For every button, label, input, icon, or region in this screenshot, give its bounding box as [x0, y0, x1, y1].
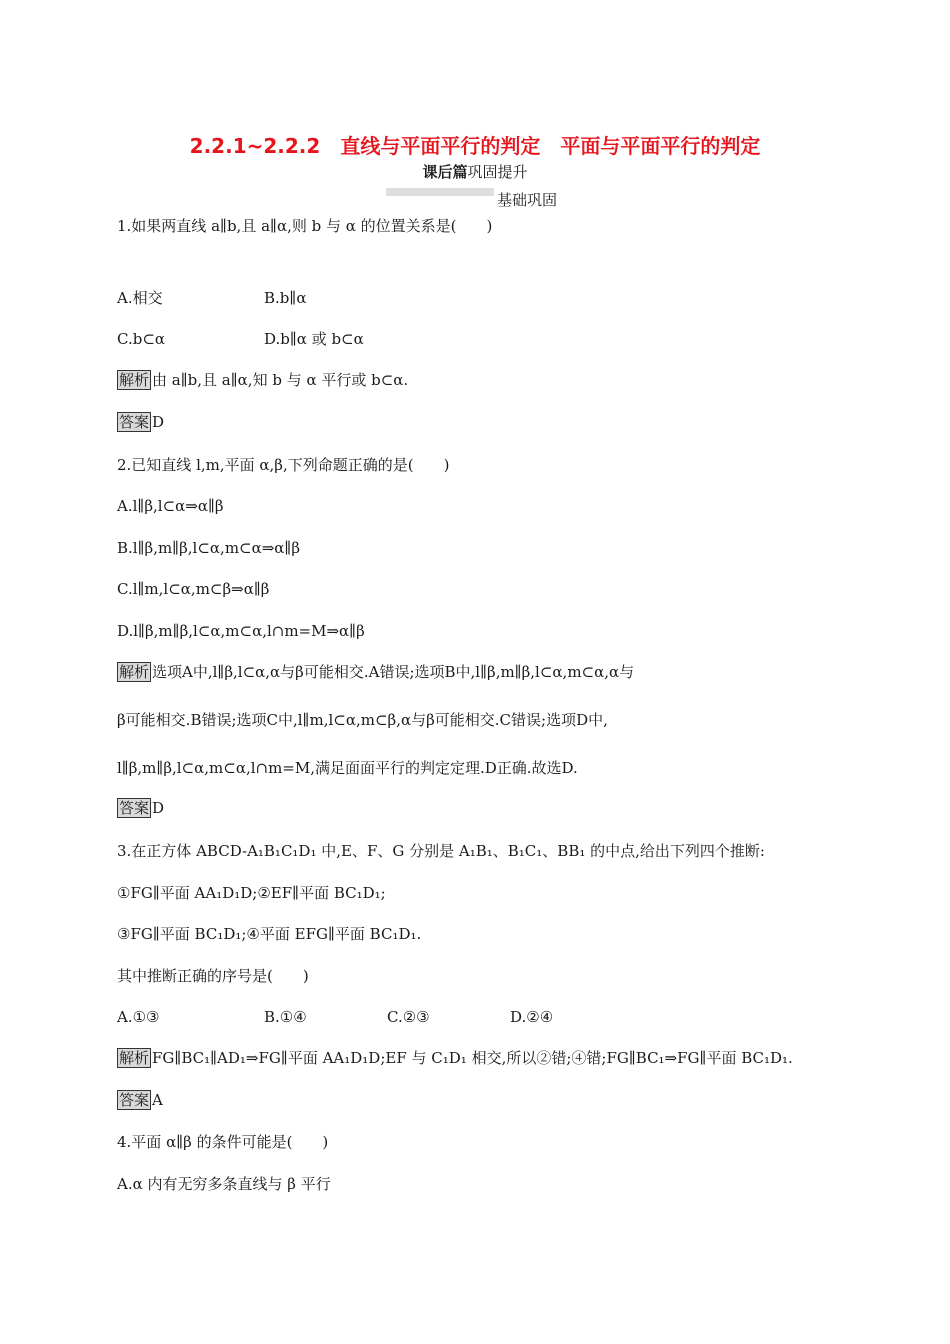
analysis-tag: 解析 [119, 1049, 150, 1067]
q2-answer-text: D [152, 799, 165, 817]
subtitle-bold: 课后篇 [422, 163, 468, 181]
q3-line3: ③FG∥平面 BC₁D₁;④平面 EFG∥平面 BC₁D₁. [117, 925, 422, 943]
answer-tag: 答案 [119, 1091, 150, 1109]
answer-tag: 答案 [119, 413, 150, 431]
q1-option-c: C.b⊂α [117, 330, 166, 348]
q2-option-c: C.l∥m,l⊂α,m⊂β⇒α∥β [117, 580, 270, 598]
q3-analysis [117, 1048, 793, 1068]
q3-stem: 3.在正方体 ABCD-A₁B₁C₁D₁ 中,E、F、G 分别是 A₁B₁、B₁C₁、BB₁ 的中点,给出下列四个推断: [117, 842, 765, 860]
q3-option-c: C.②③ [387, 1008, 430, 1026]
page-title: 2.2.1~2.2.2 直线与平面平行的判定 平面与平面平行的判定 [189, 134, 761, 158]
q3-option-b: B.①④ [264, 1008, 307, 1026]
q3-answer-text: A [152, 1091, 163, 1109]
q1-answer-text: D [152, 413, 165, 431]
q2-option-a: A.l∥β,l⊂α⇒α∥β [117, 497, 224, 515]
q4-option-a: A.α 内有无穷多条直线与 β 平行 [117, 1175, 331, 1193]
analysis-tag: 解析 [119, 663, 150, 681]
q1-option-a: A.相交 [117, 289, 163, 307]
q1-option-b: B.b∥α [264, 289, 307, 307]
q2-option-b: B.l∥β,m∥β,l⊂α,m⊂α⇒α∥β [117, 539, 301, 557]
q3-option-a: A.①③ [117, 1008, 160, 1026]
q1-analysis [117, 370, 408, 390]
section-bar [386, 188, 494, 196]
q2-answer [117, 798, 164, 818]
q1-option-d: D.b∥α 或 b⊂α [264, 330, 364, 348]
q3-option-d: D.②④ [510, 1008, 554, 1026]
answer-tag: 答案 [119, 799, 150, 817]
q2-stem: 2.已知直线 l,m,平面 α,β,下列命题正确的是( ) [117, 456, 450, 474]
q1-answer [117, 412, 164, 432]
subtitle-rest: 巩固提升 [467, 163, 528, 181]
q2-analysis-line3: l∥β,m∥β,l⊂α,m⊂α,l∩m=M,满足面面平行的判定定理.D正确.故选D. [117, 759, 578, 777]
q3-answer [117, 1090, 163, 1110]
q1-analysis-text: 由 a∥b,且 a∥α,知 b 与 α 平行或 b⊂α. [152, 371, 409, 389]
section-heading: 基础巩固 [497, 191, 558, 209]
subtitle [0, 161, 950, 182]
q2-analysis-line2: β可能相交.B错误;选项C中,l∥m,l⊂α,m⊂β,α与β可能相交.C错误;选项D中, [117, 711, 608, 729]
q3-line2: ①FG∥平面 AA₁D₁D;②EF∥平面 BC₁D₁; [117, 884, 386, 902]
q1-stem: 1.如果两直线 a∥b,且 a∥α,则 b 与 α 的位置关系是( ) [117, 217, 493, 235]
q2-option-d: D.l∥β,m∥β,l⊂α,m⊂α,l∩m=M⇒α∥β [117, 622, 365, 640]
analysis-tag: 解析 [119, 371, 150, 389]
q3-analysis-text: FG∥BC₁∥AD₁⇒FG∥平面 AA₁D₁D;EF 与 C₁D₁ 相交,所以②错;④错;FG∥BC₁⇒FG∥平面 BC₁D₁. [152, 1049, 793, 1067]
q3-line4: 其中推断正确的序号是( ) [117, 967, 309, 985]
q2-analysis-line1 [117, 662, 634, 682]
q4-stem: 4.平面 α∥β 的条件可能是( ) [117, 1133, 329, 1151]
q2-analysis-text1: 选项A中,l∥β,l⊂α,α与β可能相交.A错误;选项B中,l∥β,m∥β,l⊂α,m⊂α,α与 [152, 663, 635, 681]
